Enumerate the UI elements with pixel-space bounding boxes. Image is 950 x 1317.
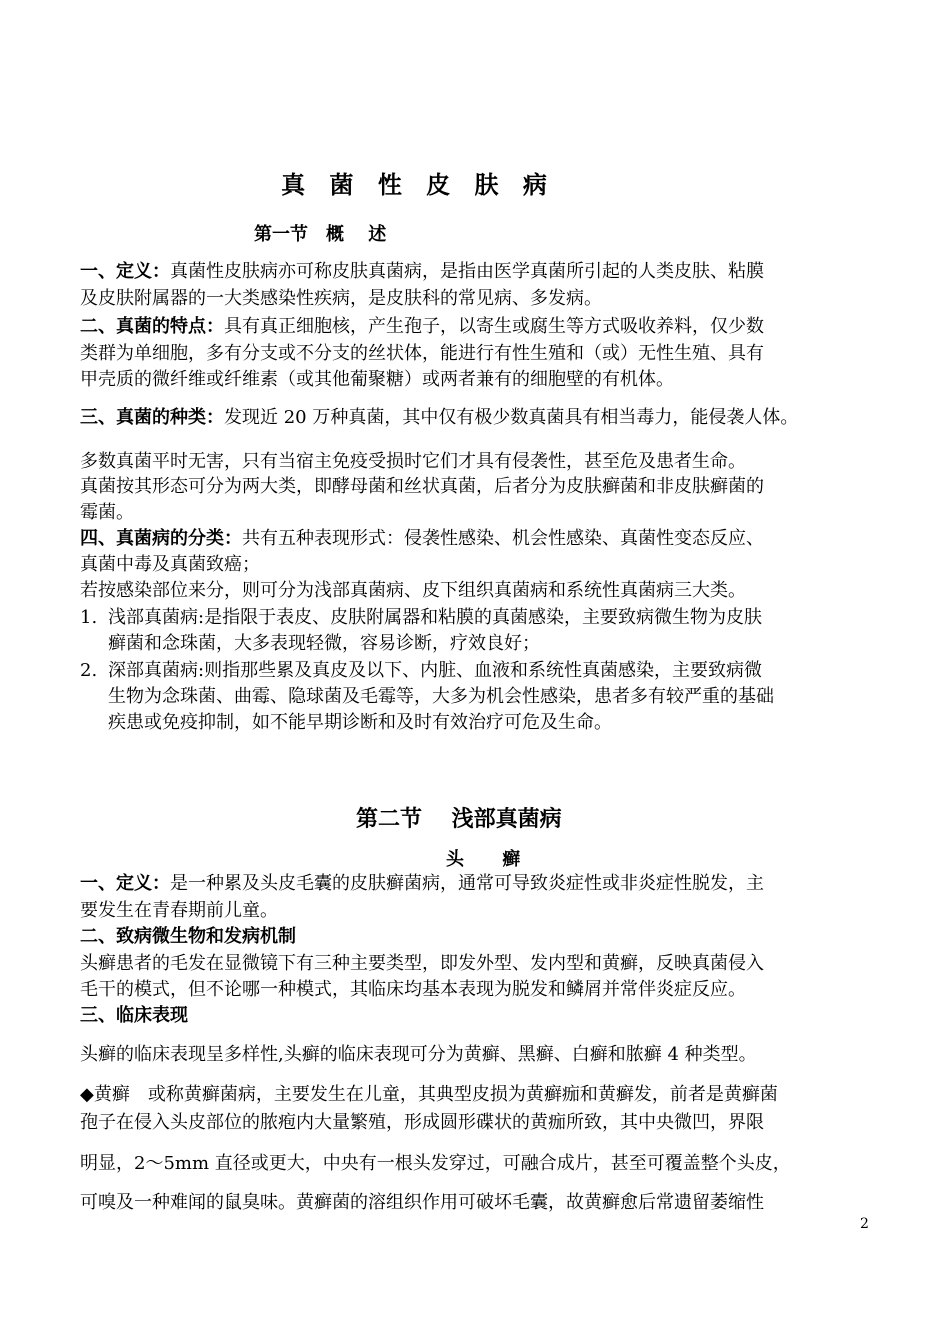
list-number: 1. <box>80 607 98 628</box>
list-item-text: 癣菌和念珠菌，大多表现轻微，容易诊断，疗效良好； <box>108 633 540 654</box>
favus-line: 可嗅及一种难闻的鼠臭味。黄癣菌的溶组织作用可破坏毛囊，故黄癣愈后常遗留萎缩性 <box>80 1192 764 1213</box>
features-line-3: 甲壳质的微纤维或纤维素（或其他葡聚糖）或两者兼有的细胞壁的有机体。 <box>80 369 674 390</box>
paragraph-line: 霉菌。 <box>80 502 134 523</box>
favus-line: 孢子在侵入头皮部位的脓疱内大量繁殖，形成圆形碟状的黄痂所致，其中央微凹，界限 <box>80 1112 764 1133</box>
tinea-capitis-title: 头 癣 <box>446 849 537 870</box>
list-number: 2. <box>80 660 98 681</box>
list-item-text: 深部真菌病:则指那些累及真皮及以下、内脏、血液和系统性真菌感染，主要致病微 <box>108 660 763 681</box>
features-line <box>80 314 764 340</box>
favus-line: ◆黄癣 或称黄癣菌病，主要发生在儿童，其典型皮损为黄癣痂和黄癣发，前者是黄癣菌 <box>80 1084 778 1105</box>
classification-label: 四、真菌病的分类： <box>80 528 242 549</box>
section1-title: 第一节 概 述 <box>254 224 387 245</box>
section2-title: 第二节 浅部真菌病 <box>356 806 562 832</box>
document-title: 真 菌 性 皮 肤 病 <box>281 170 555 199</box>
kinds-line <box>80 405 798 431</box>
definition-line <box>80 259 764 285</box>
clinical-line: 头癣的临床表现呈多样性,头癣的临床表现可分为黄癣、黑癣、白癣和脓癣 4 种类型。 <box>80 1044 757 1065</box>
page-number: 2 <box>860 1216 869 1232</box>
classification-line <box>80 526 764 552</box>
pathogen-heading: 二、致病微生物和发病机制 <box>80 926 296 947</box>
list-item-text: 生物为念珠菌、曲霉、隐球菌及毛霉等，大多为机会性感染，患者多有较严重的基础 <box>108 686 774 707</box>
classification-line-2: 真菌中毒及真菌致癌； <box>80 554 260 575</box>
tinea-definition-line-2: 要发生在青春期前儿童。 <box>80 900 278 921</box>
kinds-label: 三、真菌的种类： <box>80 407 224 428</box>
definition-line-2: 及皮肤附属器的一大类感染性疾病，是皮肤科的常见病、多发病。 <box>80 288 602 309</box>
classification-text: 共有五种表现形式：侵袭性感染、机会性感染、真菌性变态反应、 <box>242 528 764 549</box>
tinea-definition-line <box>80 871 764 897</box>
list-item-text: 浅部真菌病:是指限于表皮、皮肤附属器和粘膜的真菌感染，主要致病微生物为皮肤 <box>108 607 763 628</box>
features-label: 二、真菌的特点： <box>80 316 224 337</box>
paragraph-line: 多数真菌平时无害，只有当宿主免疫受损时它们才具有侵袭性，甚至危及患者生命。 <box>80 451 746 472</box>
pathogen-line: 头癣患者的毛发在显微镜下有三种主要类型，即发外型、发内型和黄癣，反映真菌侵入 <box>80 953 764 974</box>
definition-text: 真菌性皮肤病亦可称皮肤真菌病，是指由医学真菌所引起的人类皮肤、粘膜 <box>170 261 764 282</box>
clinical-heading: 三、临床表现 <box>80 1005 188 1026</box>
tinea-definition-text: 是一种累及头皮毛囊的皮肤癣菌病，通常可导致炎症性或非炎症性脱发，主 <box>170 873 764 894</box>
classification-line-3: 若按感染部位来分，则可分为浅部真菌病、皮下组织真菌病和系统性真菌病三大类。 <box>80 580 746 601</box>
kinds-text: 发现近 20 万种真菌，其中仅有极少数真菌具有相当毒力，能侵袭人体。 <box>224 407 799 428</box>
pathogen-line: 毛干的模式，但不论哪一种模式，其临床均基本表现为脱发和鳞屑并常伴炎症反应。 <box>80 979 746 1000</box>
definition-label: 一、定义： <box>80 261 170 282</box>
list-item-text: 疾患或免疫抑制，如不能早期诊断和及时有效治疗可危及生命。 <box>108 712 612 733</box>
paragraph-line: 真菌按其形态可分为两大类，即酵母菌和丝状真菌，后者分为皮肤癣菌和非皮肤癣菌的 <box>80 476 764 497</box>
favus-line: 明显，2～5mm 直径或更大，中央有一根头发穿过，可融合成片，甚至可覆盖整个头皮， <box>80 1153 791 1174</box>
features-text: 具有真正细胞核，产生孢子，以寄生或腐生等方式吸收养料，仅少数 <box>224 316 764 337</box>
features-line-2: 类群为单细胞，多有分支或不分支的丝状体，能进行有性生殖和（或）无性生殖、具有 <box>80 343 764 364</box>
tinea-definition-label: 一、定义： <box>80 873 170 894</box>
